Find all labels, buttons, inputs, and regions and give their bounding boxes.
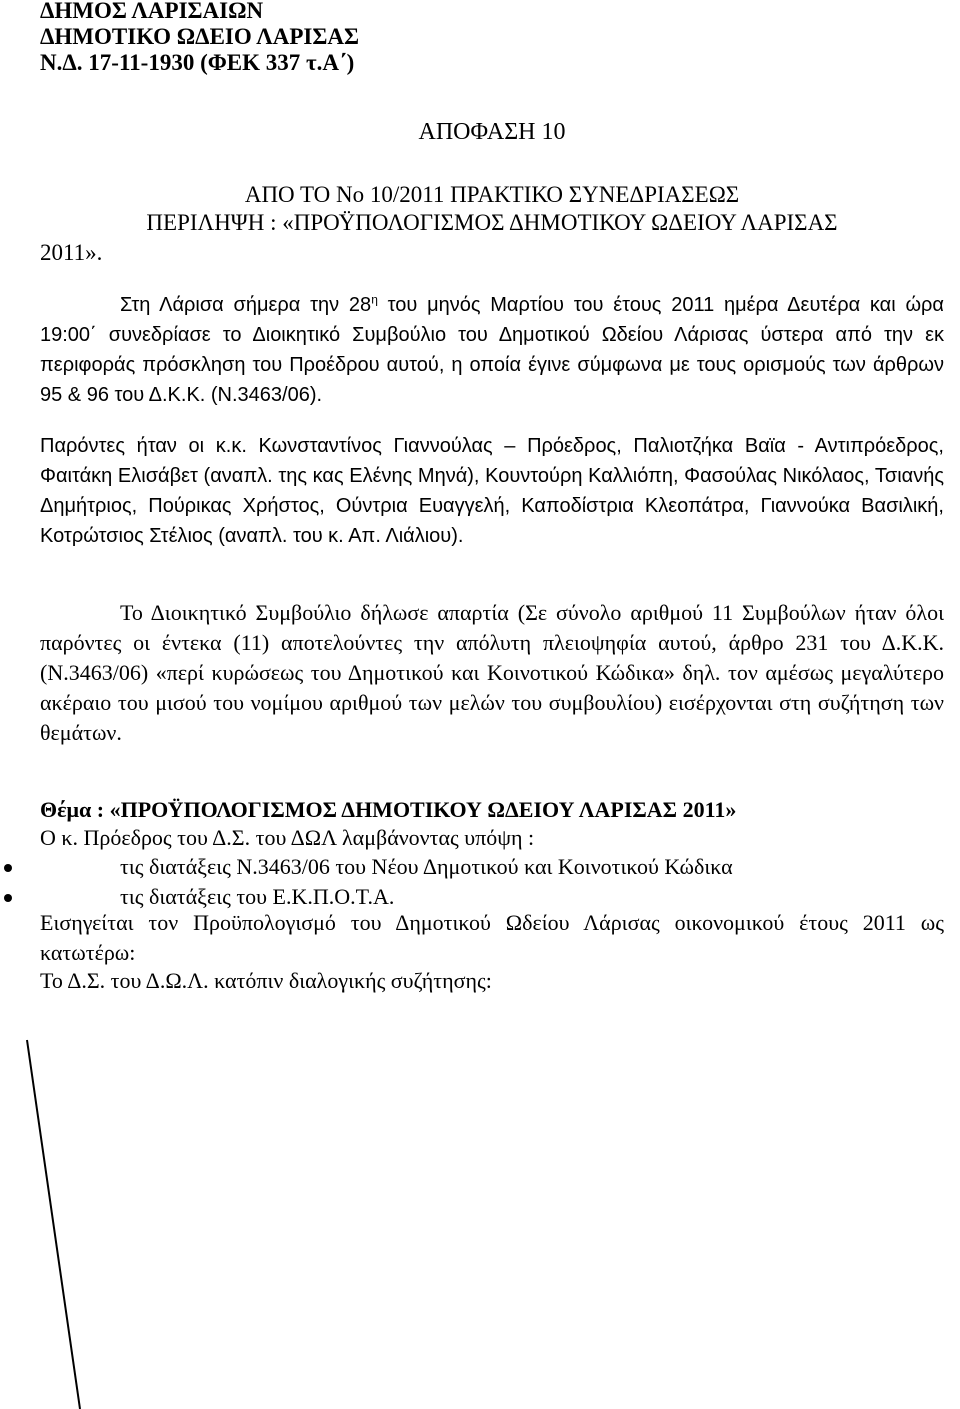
conservatory-name: ΔΗΜΟΤΙΚΟ ΩΔΕΙΟ ΛΑΡΙΣΑΣ (40, 24, 360, 49)
president-line: Ο κ. Πρόεδρος του Δ.Σ. του ΔΩΛ λαμβάνοντας υπόψη : (40, 825, 535, 850)
intro-text-start: Στη Λάρισα σήμερα την 28 (120, 294, 372, 316)
decree-reference: Ν.Δ. 17-11-1930 (ΦΕΚ 337 τ.Α΄) (40, 50, 355, 75)
municipality-name: ΔΗΜΟΣ ΛΑΡΙΣΑΙΩΝ (40, 0, 264, 23)
board-line: Το Δ.Σ. του Δ.Ω.Λ. κατόπιν διαλογικής συζήτησης: (40, 968, 492, 993)
list-item-text: τις διατάξεις Ν.3463/06 του Νέου Δημοτικού και Κοινοτικού Κώδικα (120, 854, 733, 879)
intro-superscript: η (371, 292, 378, 307)
decision-title: ΑΠΟΦΑΣΗ 10 (418, 119, 566, 145)
present-members-paragraph: Παρόντες ήταν οι κ.κ. Κωνσταντίνος Γιαννούλας – Πρόεδρος, Παλιοτζήκα Βαϊα - Αντιπρόεδρος, Φαιτάκη Ελισάβετ (αναπλ. της κας Ελένης Μηνά), Κουντούρη Καλλιόπη, Φασούλας Νικόλαος, Τσιανής Δημήτριος, Πούρικας Χρήστος, Ούντρια Ευαγγελή, Καποδίστρια Κλεοπάτρα, Γιαννούκα Βασιλική, Κοτρώτσιος Στέλιος (αναπλ. του κ. Απ. Λιάλιου). (40, 435, 944, 547)
introduces-paragraph: Εισηγείται τον Προϋπολογισμό του Δημοτικού Ωδείου Λάρισας οικονομικού έτους 2011 ως κατωτέρω: (40, 910, 944, 965)
minutes-title: ΑΠΟ ΤΟ Νο 10/2011 ΠΡΑΚΤΙΚΟ ΣΥΝΕΔΡΙΑΣΕΩΣ (244, 182, 740, 207)
quorum-paragraph: Το Διοικητικό Συμβούλιο δήλωσε απαρτία (Σε σύνολο αριθμού 11 Συμβούλων ήταν όλοι παρόντες οι έντεκα (11) αποτελούντες την απόλυτη πλειοψηφία αυτού, άρθρο 231 του Δ.Κ.Κ. (Ν.3463/06) «περί κυρώσεως του Δημοτικού και Κοινοτικού Κώδικα» δηλ. τον αμέσως μεγαλύτερο ακέραιο του μισού του νομίμου αριθμού των μελών του συμβουλίου) εισέρχονται στη συζήτηση των θεμάτων. (40, 600, 944, 745)
summary-line: ΠΕΡΙΛΗΨΗ : «ΠΡΟΫΠΟΛΟΓΙΣΜΟΣ ΔΗΜΟΤΙΚΟΥ ΩΔΕΙΟΥ ΛΑΡΙΣΑΣ (146, 210, 838, 235)
intro-text-rest: του μηνός Μαρτίου του έτους 2011 ημέρα Δευτέρα και ώρα 19:00΄ συνεδρίασε το Διοικητικό Συμβούλιο του Δημοτικού Ωδείου Λάρισας ύστερα από την εκ περιφοράς πρόσκληση του Προέδρου αυτού, η οποία έγινε σύμφωνα με τους ορισμούς των άρθρων 95 & 96 του Δ.Κ.Κ. (Ν.3463/06). (40, 294, 944, 406)
strike-line (27, 1040, 80, 1409)
subject-heading: Θέμα : «ΠΡΟΫΠΟΛΟΓΙΣΜΟΣ ΔΗΜΟΤΙΚΟΥ ΩΔΕΙΟΥ ΛΑΡΙΣΑΣ 2011» (40, 797, 737, 822)
list-item-text: τις διατάξεις του Ε.Κ.Π.Ο.Τ.Α. (120, 884, 395, 909)
summary-line-end: 2011». (40, 240, 103, 265)
